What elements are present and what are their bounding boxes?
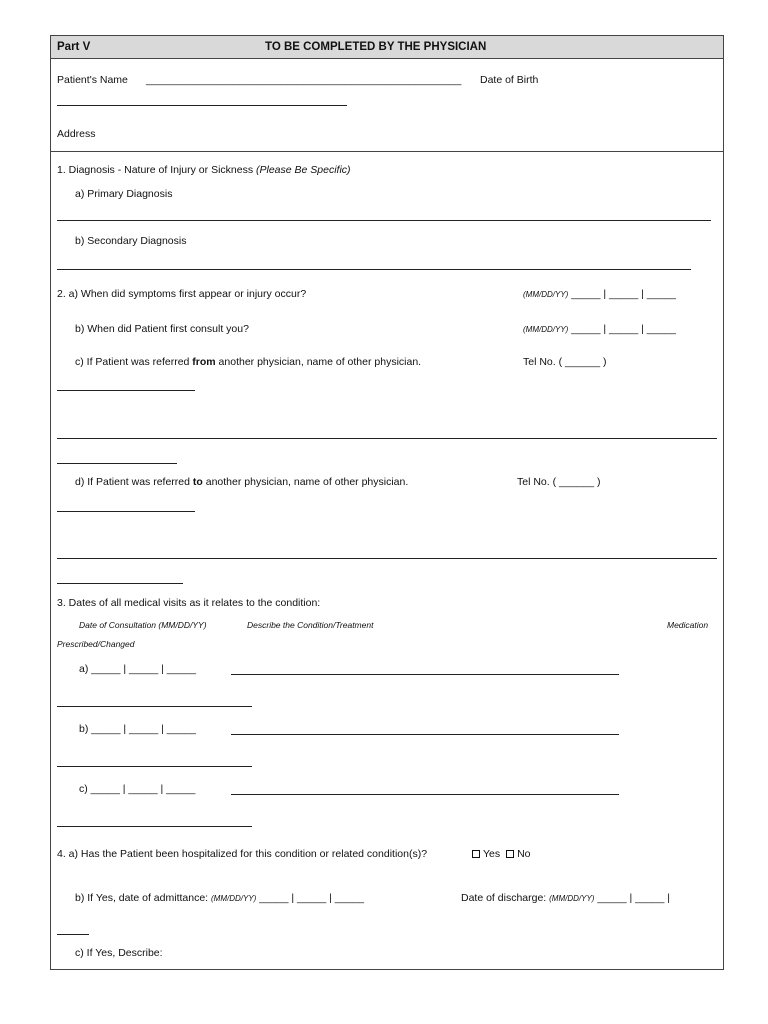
physician-form bbox=[50, 35, 724, 970]
discharge-date-field-cont[interactable] bbox=[57, 934, 89, 935]
q4b-discharge: Date of discharge: (MM/DD/YY) _____ | _____ | bbox=[461, 892, 670, 904]
q3-row-c-date[interactable]: c) _____ | _____ | _____ bbox=[79, 783, 196, 795]
q2d-label: d) If Patient was referred to another physician, name of other physician. bbox=[75, 476, 409, 488]
q2c-physician-line-3[interactable] bbox=[57, 463, 177, 464]
address-label: Address bbox=[57, 128, 96, 140]
q1-secondary-label: b) Secondary Diagnosis bbox=[75, 235, 187, 247]
no-checkbox[interactable] bbox=[506, 850, 514, 858]
q3-row-b-medication[interactable] bbox=[57, 766, 252, 767]
q2d-physician-line-2[interactable] bbox=[57, 558, 717, 559]
q3-col-medication-cont: Prescribed/Changed bbox=[57, 639, 135, 649]
form-header bbox=[51, 36, 723, 59]
yes-label: Yes bbox=[483, 848, 501, 860]
dob-field-line[interactable] bbox=[57, 105, 347, 106]
no-label: No bbox=[517, 848, 531, 860]
q2c-tel-field[interactable]: Tel No. ( ______ ) bbox=[523, 356, 607, 368]
discharge-date-field[interactable]: _____ | _____ | bbox=[594, 892, 670, 904]
q3-col-date: Date of Consultation (MM/DD/YY) bbox=[79, 620, 207, 630]
q2c-label: c) If Patient was referred from another physician, name of other physician. bbox=[75, 356, 422, 368]
patient-name-field[interactable]: ______________________________________________________ bbox=[146, 74, 462, 86]
q3-label: 3. Dates of all medical visits as it relates to the condition: bbox=[57, 597, 321, 609]
form-title: TO BE COMPLETED BY THE PHYSICIAN bbox=[265, 41, 487, 53]
q2c-physician-line-2[interactable] bbox=[57, 438, 717, 439]
q3-row-a-describe[interactable] bbox=[231, 674, 619, 675]
admittance-date-field[interactable]: _____ | _____ | _____ bbox=[256, 892, 364, 904]
q2c-physician-field[interactable] bbox=[57, 390, 195, 391]
q1-primary-label: a) Primary Diagnosis bbox=[75, 188, 173, 200]
q4b-admittance: b) If Yes, date of admittance: (MM/DD/YY) _____ | _____ | _____ bbox=[75, 892, 364, 904]
q3-row-c-describe[interactable] bbox=[231, 794, 619, 795]
q3-col-medication: Medication bbox=[667, 620, 709, 630]
q2d-physician-line-3[interactable] bbox=[57, 583, 183, 584]
yes-checkbox[interactable] bbox=[472, 850, 480, 858]
primary-diagnosis-field[interactable] bbox=[57, 220, 711, 221]
secondary-diagnosis-field[interactable] bbox=[57, 269, 691, 270]
q2b-date-field[interactable]: (MM/DD/YY) _____ | _____ | _____ bbox=[523, 323, 676, 335]
q1-label: 1. Diagnosis - Nature of Injury or Sickness (Please Be Specific) bbox=[57, 164, 351, 176]
q2d-physician-field[interactable] bbox=[57, 511, 195, 512]
q3-row-a-date[interactable]: a) _____ | _____ | _____ bbox=[79, 663, 196, 675]
part-label: Part V bbox=[57, 41, 91, 53]
q2a-label: 2. a) When did symptoms first appear or injury occur? bbox=[57, 288, 307, 300]
q3-row-a-medication[interactable] bbox=[57, 706, 252, 707]
q4a-options bbox=[472, 848, 531, 860]
q4c-label: c) If Yes, Describe: bbox=[75, 947, 163, 959]
q3-row-b-date[interactable]: b) _____ | _____ | _____ bbox=[79, 723, 196, 735]
q2b-label: b) When did Patient first consult you? bbox=[75, 323, 249, 335]
patient-name-label: Patient's Name bbox=[57, 74, 128, 86]
q3-row-c-medication[interactable] bbox=[57, 826, 252, 827]
q3-row-b-describe[interactable] bbox=[231, 734, 619, 735]
q3-col-describe: Describe the Condition/Treatment bbox=[247, 620, 374, 630]
q2a-date-field[interactable]: (MM/DD/YY) _____ | _____ | _____ bbox=[523, 288, 676, 300]
q4a-label: 4. a) Has the Patient been hospitalized for this condition or related condition(s)? bbox=[57, 848, 428, 860]
dob-label: Date of Birth bbox=[480, 74, 539, 86]
section-divider bbox=[51, 151, 723, 152]
q2d-tel-field[interactable]: Tel No. ( ______ ) bbox=[517, 476, 601, 488]
